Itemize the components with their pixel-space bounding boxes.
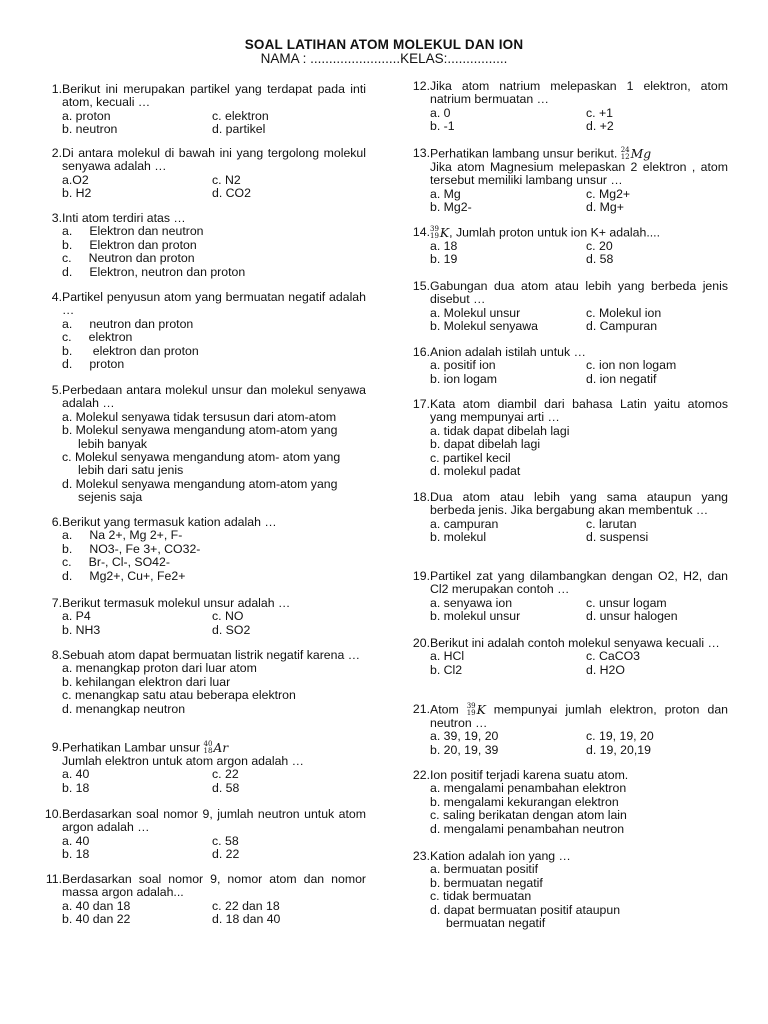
answer-options [62, 110, 366, 137]
answer-option: d. 18 dan 40 [212, 912, 281, 927]
answer-option: a. senyawa ion [430, 595, 513, 610]
answer-options [430, 597, 728, 624]
stem-second-line: Jumlah elektron untuk atom argon adalah … [62, 754, 304, 768]
stem-text: Gabungan dua atom atau lebih yang berbeda jenis disebut … [430, 279, 728, 307]
question-number: 23. [412, 849, 430, 863]
question-stem [62, 741, 366, 768]
question-item [36, 808, 366, 862]
answer-option: b. Cl2 [430, 662, 463, 677]
answer-option: a. 39, 19, 20 [430, 729, 499, 744]
answer-option: b. 18 [62, 780, 90, 795]
answer-option: b. 19 [430, 252, 458, 267]
question-number: 8. [51, 648, 62, 662]
answer-option: c. larutan [586, 516, 637, 531]
answer-option: b. molekul unsur [430, 609, 521, 624]
answer-options [430, 425, 728, 479]
answer-options [430, 307, 728, 334]
answer-option-continuation: lebih banyak [78, 436, 148, 451]
question-stem [62, 83, 366, 110]
isotope-notation: 40 18 Ar [203, 740, 229, 755]
answer-options [62, 835, 366, 862]
question-item [36, 212, 366, 279]
question-number: 16. [412, 345, 430, 359]
question-number: 7. [51, 596, 62, 610]
answer-options [62, 225, 366, 279]
question-item [404, 769, 728, 836]
question-number: 20. [412, 636, 430, 650]
question-number: 12. [412, 79, 430, 93]
question-stem [62, 649, 366, 662]
answer-options [62, 411, 366, 505]
answer-option: b. mengalami kekurangan elektron [430, 794, 619, 809]
answer-options [62, 768, 366, 795]
isotope-notation: 39 19 K [430, 225, 450, 240]
stem-text: Dua atom atau lebih yang sama ataupun yang berbeda jenis. Jika bergabung akan membentuk … [430, 490, 728, 518]
stem-text: Perhatikan Lambar unsur [62, 740, 201, 755]
answer-option: c. partikel kecil [430, 450, 511, 465]
answer-option: d. CO2 [212, 186, 251, 201]
answer-option: a. neutron dan proton [62, 316, 194, 331]
answer-options [430, 518, 728, 545]
answer-option: c. elektron [62, 330, 133, 345]
answer-option: a. bermuatan positif [430, 862, 539, 877]
answer-option-continuation: sejenis saja [78, 490, 143, 505]
stem-text: Sebuah atom dapat bermuatan listrik negatif karena … [62, 648, 361, 662]
answer-option: c. 22 [212, 767, 239, 782]
answer-option: d. Mg+ [586, 200, 624, 215]
answer-option: a.O2 [62, 172, 89, 187]
stem-text: Berikut termasuk molekul unsur adalah … [62, 596, 291, 610]
answer-option: d. SO2 [212, 622, 251, 637]
answer-option: c. 22 dan 18 [212, 898, 280, 913]
answer-option: a. 40 [62, 767, 90, 782]
answer-options [62, 900, 366, 927]
question-number: 18. [412, 490, 430, 504]
answer-option: d. dapat bermuatan positif ataupun [430, 902, 621, 917]
answer-option: d. Mg2+, Cu+, Fe2+ [62, 568, 186, 583]
answer-options [62, 529, 366, 583]
question-number: 21. [412, 702, 430, 716]
answer-option: b. ion logam [430, 371, 497, 386]
answer-option: c. NO [212, 609, 244, 624]
answer-options [430, 782, 728, 836]
answer-option: d. unsur halogen [586, 609, 678, 624]
answer-option: b. NO3-, Fe 3+, CO32- [62, 541, 201, 556]
question-item [36, 83, 366, 137]
question-number: 1. [51, 82, 62, 96]
question-stem [62, 147, 366, 174]
question-stem [430, 80, 728, 107]
answer-option: d. molekul padat [430, 464, 521, 479]
answer-option: d. mengalami penambahan neutron [430, 821, 625, 836]
stem-text: Kata atom diambil dari bahasa Latin yaitu atomos yang mempunyai arti … [430, 397, 728, 425]
answer-option: a. mengalami penambahan elektron [430, 781, 627, 796]
answer-option: d. partikel [212, 122, 266, 137]
answer-option: a. Molekul unsur [430, 305, 521, 320]
answer-option: c. ion non logam [586, 358, 677, 373]
question-item [404, 346, 728, 386]
answer-option: d. Molekul senyawa mengandung atom-atom yang [62, 476, 338, 491]
question-number: 9. [51, 740, 62, 754]
question-stem [62, 597, 366, 610]
answer-option: d. Campuran [586, 319, 658, 334]
answer-option: a. tidak dapat dibelah lagi [430, 423, 570, 438]
answer-option: b. dapat dibelah lagi [430, 437, 541, 452]
name-class-line: NAMA : ........................KELAS:................ [260, 51, 508, 66]
question-item [36, 291, 366, 371]
stem-text-after: mempunyai jumlah elektron, proton dan neutron … [430, 702, 729, 730]
question-item [36, 873, 366, 927]
stem-text: Berikut ini merupakan partikel yang terdapat pada inti atom, kecuali … [62, 82, 366, 110]
answer-options [430, 240, 728, 267]
answer-option: a. positif ion [430, 358, 496, 373]
stem-text: Di antara molekul di bawah ini yang tergolong molekul senyawa adalah … [62, 146, 366, 174]
answer-options [62, 662, 366, 716]
answer-option: b. elektron dan proton [62, 343, 199, 358]
question-number: 5. [51, 383, 62, 397]
question-number: 17. [412, 397, 430, 411]
answer-option: a. 40 dan 18 [62, 898, 131, 913]
question-stem [62, 384, 366, 411]
stem-text: Inti atom terdiri atas … [62, 211, 186, 225]
stem-text: Kation adalah ion yang … [430, 849, 571, 863]
question-item [404, 226, 728, 267]
answer-option: d. 22 [212, 847, 240, 862]
answer-option: b. 20, 19, 39 [430, 742, 499, 757]
answer-options [62, 174, 366, 201]
question-stem [430, 398, 728, 425]
answer-options [430, 650, 728, 677]
question-number: 13. [412, 146, 430, 160]
question-stem [430, 570, 728, 597]
answer-option: d. proton [62, 357, 125, 372]
question-stem [62, 212, 366, 225]
answer-options [430, 188, 728, 215]
stem-text: Berdasarkan soal nomor 9, jumlah neutron untuk atom argon adalah … [62, 807, 366, 835]
answer-options [62, 318, 366, 372]
question-stem [62, 873, 366, 900]
question-stem [430, 280, 728, 307]
answer-option: a. Mg [430, 186, 461, 201]
question-stem [430, 850, 728, 863]
page-title: SOAL LATIHAN ATOM MOLEKUL DAN ION [244, 37, 524, 52]
answer-option: d. 58 [586, 252, 614, 267]
answer-option: a. menangkap proton dari luar atom [62, 661, 257, 676]
stem-text: Jika atom natrium melepaskan 1 elektron, atom natrium bermuatan … [430, 79, 728, 107]
question-stem [430, 703, 728, 730]
answer-option: b. molekul [430, 530, 487, 545]
stem-text: Berdasarkan soal nomor 9, nomor atom dan nomor massa argon adalah... [62, 872, 366, 900]
question-stem [430, 491, 728, 518]
answer-option: a. Na 2+, Mg 2+, F- [62, 528, 183, 543]
question-number: 22. [412, 768, 430, 782]
stem-text: Perhatikan lambang unsur berikut. [430, 146, 618, 161]
answer-option: c. 58 [212, 833, 239, 848]
stem-text: Partikel zat yang dilambangkan dengan O2, H2, dan Cl2 merupakan contoh … [430, 569, 728, 597]
answer-option: b. 18 [62, 847, 90, 862]
question-number: 2. [51, 146, 62, 160]
question-stem [430, 769, 728, 782]
answer-option: b. -1 [430, 119, 455, 134]
answer-options [62, 610, 366, 637]
answer-options [430, 863, 728, 930]
question-number: 3. [51, 211, 62, 225]
question-item [404, 491, 728, 545]
stem-text: Berikut ini adalah contoh molekul senyawa kecuali … [430, 636, 720, 650]
answer-option: c. N2 [212, 172, 241, 187]
answer-option: b. Molekul senyawa mengandung atom-atom yang [62, 423, 338, 438]
question-stem [62, 291, 366, 318]
answer-option: a. campuran [430, 516, 499, 531]
question-stem [62, 808, 366, 835]
question-number: 19. [412, 569, 430, 583]
answer-option-continuation: lebih dari satu jenis [78, 463, 184, 478]
answer-option: b. Molekul senyawa [430, 319, 538, 334]
answer-options [430, 359, 728, 386]
question-item [404, 80, 728, 134]
answer-option: b. bermuatan negatif [430, 875, 543, 890]
answer-option: d. 58 [212, 780, 240, 795]
answer-option: c. elektron [212, 108, 269, 123]
answer-option: d. +2 [586, 119, 614, 134]
question-item [404, 637, 728, 677]
answer-option: c. Molekul ion [586, 305, 662, 320]
answer-option: d. menangkap neutron [62, 701, 186, 716]
answer-option: a. 0 [430, 105, 451, 120]
isotope-notation: 39 19 K [466, 702, 486, 717]
answer-options [430, 107, 728, 134]
answer-option: d. suspensi [586, 530, 649, 545]
answer-option: d. Elektron, neutron dan proton [62, 264, 246, 279]
answer-option: c. unsur logam [586, 595, 667, 610]
answer-option: c. tidak bermuatan [430, 889, 532, 904]
answer-option: c. menangkap satu atau beberapa elektron [62, 688, 296, 703]
answer-option: c. Mg2+ [586, 186, 631, 201]
answer-option-continuation: bermuatan negatif [446, 916, 546, 931]
answer-option: a. Elektron dan neutron [62, 224, 204, 239]
stem-text: Perbedaan antara molekul unsur dan molekul senyawa adalah … [62, 383, 366, 411]
answer-option: a. Molekul senyawa tidak tersusun dari atom-atom [62, 409, 337, 424]
answer-option: b. 40 dan 22 [62, 912, 131, 927]
question-number: 14. [412, 225, 430, 239]
question-stem [430, 147, 728, 188]
stem-text: , Jumlah proton untuk ion K+ adalah.... [449, 225, 660, 240]
question-item [404, 570, 728, 624]
question-number: 4. [51, 290, 62, 304]
question-stem [430, 226, 728, 240]
answer-option: b. H2 [62, 186, 92, 201]
question-item [36, 516, 366, 583]
stem-text: Berikut yang termasuk kation adalah … [62, 515, 277, 529]
answer-option: a. 40 [62, 833, 90, 848]
question-stem [430, 637, 728, 650]
answer-option: c. saling berikatan dengan atom lain [430, 808, 627, 823]
answer-option: d. 19, 20,19 [586, 742, 651, 757]
answer-option: b. NH3 [62, 622, 101, 637]
question-item [36, 147, 366, 201]
stem-text: Atom [430, 702, 459, 717]
question-item [404, 850, 728, 930]
answer-option: b. Mg2- [430, 200, 472, 215]
answer-option: b. Elektron dan proton [62, 237, 197, 252]
answer-option: a. HCl [430, 649, 465, 664]
question-item [36, 384, 366, 505]
answer-option: c. +1 [586, 105, 614, 120]
stem-second-line: Jika atom Magnesium melepaskan 2 elektron , atom tersebut memiliki lambang unsur … [430, 160, 728, 188]
answer-option: c. 19, 19, 20 [586, 729, 654, 744]
question-item [404, 280, 728, 334]
stem-text: Anion adalah istilah untuk … [430, 345, 586, 359]
question-number: 15. [412, 279, 430, 293]
question-number: 10. [44, 807, 62, 821]
answer-option: c. 20 [586, 239, 613, 253]
answer-option: d. ion negatif [586, 371, 657, 386]
answer-option: c. Br-, Cl-, SO42- [62, 555, 170, 570]
answer-option: c. Neutron dan proton [62, 251, 195, 266]
answer-option: c. CaCO3 [586, 649, 640, 664]
isotope-notation: 24 12 Mg [620, 146, 652, 161]
answer-option: b. kehilangan elektron dari luar [62, 674, 231, 689]
answer-option: b. neutron [62, 122, 118, 137]
question-number: 6. [51, 515, 62, 529]
answer-option: d. H2O [586, 662, 625, 677]
question-item [36, 597, 366, 637]
stem-text: Ion positif terjadi karena suatu atom. [430, 768, 629, 782]
question-item [404, 703, 728, 757]
question-number: 11. [45, 872, 62, 886]
answer-option: a. proton [62, 108, 111, 123]
question-stem [62, 516, 366, 529]
answer-option: a. P4 [62, 609, 91, 624]
answer-options [430, 730, 728, 757]
question-item [36, 649, 366, 716]
question-item [36, 741, 366, 795]
answer-option: c. Molekul senyawa mengandung atom- atom yang [62, 450, 341, 465]
question-item [404, 147, 728, 215]
question-item [404, 398, 728, 478]
stem-text: Partikel penyusun atom yang bermuatan negatif adalah … [62, 290, 366, 318]
answer-option: a. 18 [430, 239, 458, 253]
question-stem [430, 346, 728, 359]
